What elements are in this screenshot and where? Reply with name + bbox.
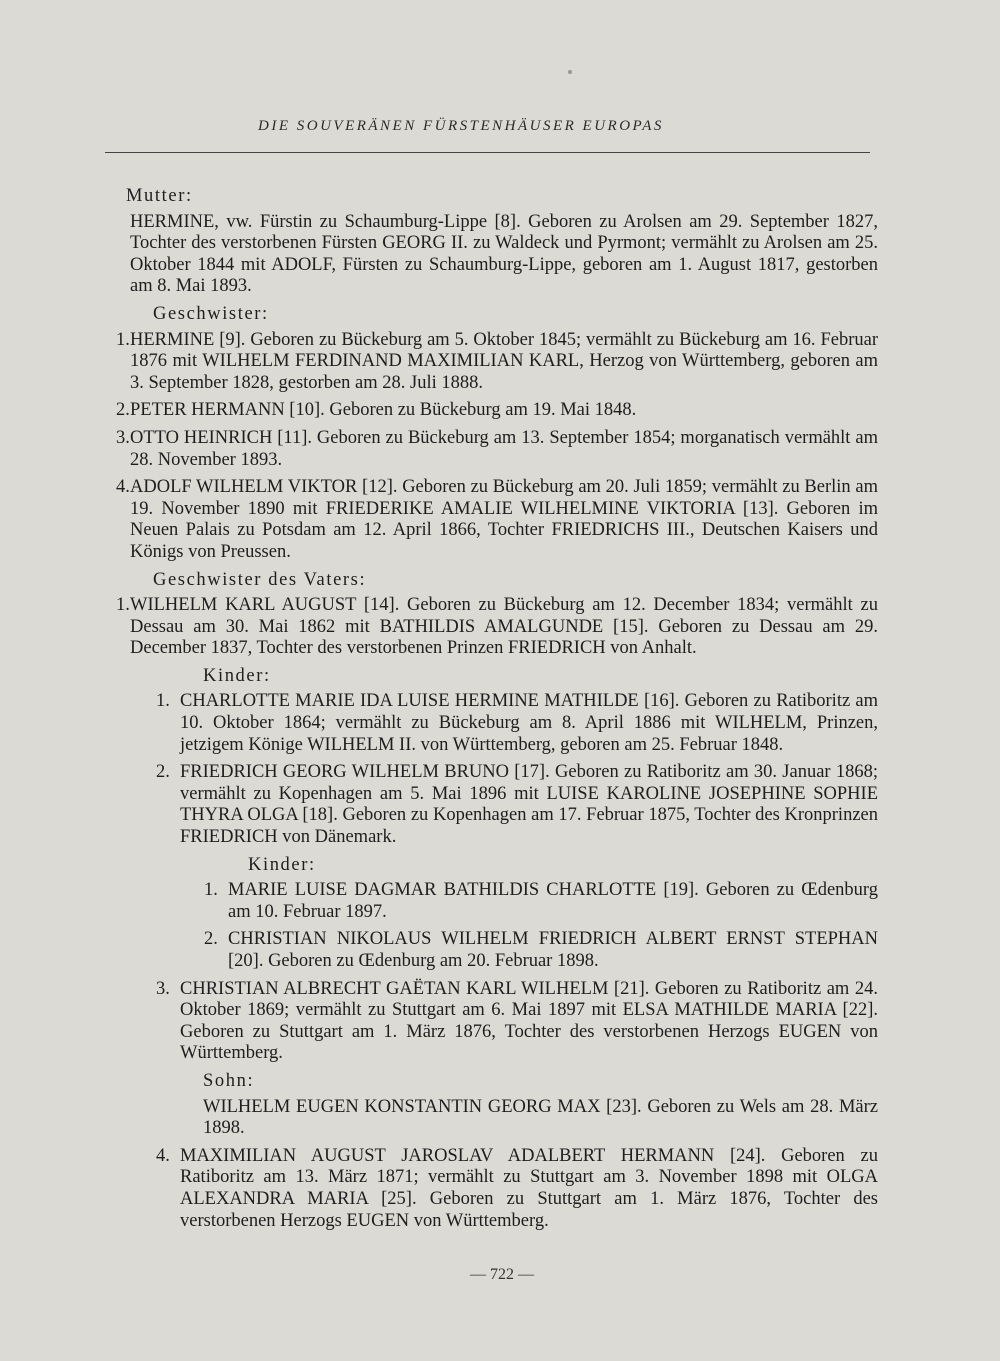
entry-enkel-2 [204,929,878,972]
entry-vater-geschwister-1 [116,595,878,660]
page-number: — 722 — [470,1266,534,1283]
entry-text: PETER HERMANN [10]. Geboren zu Bückeburg am 19. Mai 1848. [130,400,637,421]
section-heading-kinder: Kinder: [203,665,271,686]
entry-text: CHRISTIAN ALBRECHT GAËTAN KARL WILHELM [21]. Geboren zu Ratiboritz am 24. Oktober 1869; vermählt zu Stuttgart am 6. Mai 1897 mit ELSA MATHILDE MARIA [22]. Geboren zu Stuttgart am 1. März 1876, Tochter des verstorbenen Herzogs EUGEN von Württemberg. [180,978,878,1064]
entry-geschwister-2 [116,400,878,422]
entry-number: 1. [156,691,170,712]
entry-number: 1. [116,329,130,350]
entry-geschwister-1 [116,329,878,395]
entry-number: 4. [116,477,130,498]
entry-text: OTTO HEINRICH [11]. Geboren zu Bückeburg am 13. September 1854; morganatisch vermählt am 28. November 1893. [130,427,878,470]
entry-number: 2. [204,929,218,950]
entry-mutter [130,212,878,298]
paper-speck [568,70,572,74]
entry-text: FRIEDRICH GEORG WILHELM BRUNO [17]. Geboren zu Ratiboritz am 30. Januar 1868; vermählt zu Kopenhagen am 5. Mai 1896 mit LUISE KAROLINE JOSEPHINE SOPHIE THYRA OLGA [18]. Geboren zu Kopenhagen am 17. Februar 1875, Tochter des Kronprinzen FRIEDRICH von Dänemark. [180,762,878,848]
entry-number: 2. [156,762,170,783]
entry-geschwister-4 [116,477,878,563]
entry-text: WILHELM KARL AUGUST [14]. Geboren zu Bückeburg am 12. December 1834; vermählt zu Dessau am 30. Mai 1862 mit BATHILDIS AMALGUNDE [15]. Geboren zu Dessau am 29. December 1837, Tochter des verstorbenen Prinzen FRIEDRICH von Anhalt. [130,595,878,659]
genealogy-body [118,180,878,1238]
entry-text: MAXIMILIAN AUGUST JAROSLAV ADALBERT HERMANN [24]. Geboren zu Ratiboritz am 13. März 1871; vermählt zu Stuttgart am 3. November 1898 mit OLGA ALEXANDRA MARIA [25]. Geboren zu Stuttgart am 1. März 1876, Tochter des verstorbenen Herzogs EUGEN von Württemberg. [180,1145,878,1231]
section-heading-geschwister: Geschwister: [153,303,269,324]
entry-enkel-1 [204,880,878,923]
header-rule [105,152,870,153]
entry-geschwister-3 [116,427,878,471]
entry-kind-2 [156,762,878,848]
entry-number: 2. [116,400,130,421]
running-head: DIE SOUVERÄNEN FÜRSTENHÄUSER EUROPAS [258,118,664,134]
entry-text: ADOLF WILHELM VIKTOR [12]. Geboren zu Bückeburg am 20. Juli 1859; vermählt zu Berlin am 19. November 1890 mit FRIEDERIKE AMALIE WILHELMINE VIKTORIA [13]. Geboren im Neuen Palais zu Potsdam am 12. April 1866, Tochter FRIEDRICHS III., Deutschen Kaisers und Königs von Preussen. [130,477,878,562]
entry-number: 1. [204,880,218,901]
entry-text: CHARLOTTE MARIE IDA LUISE HERMINE MATHILDE [16]. Geboren zu Ratiboritz am 10. Oktober 1864; vermählt zu Bückeburg am 8. April 1886 mit WILHELM, Prinzen, jetzigem Könige WILHELM II. von Württemberg, geboren am 25. Februar 1848. [180,691,878,755]
entry-number: 4. [156,1145,170,1166]
entry-kind-4 [156,1145,878,1232]
entry-text: WILHELM EUGEN KONSTANTIN GEORG MAX [23]. Geboren zu Wels am 28. März 1898. [203,1096,878,1139]
entry-text: HERMINE [9]. Geboren zu Bückeburg am 5. Oktober 1845; vermählt zu Bückeburg am 16. Februar 1876 mit WILHELM FERDINAND MAXIMILIAN KARL, Herzog von Württemberg, geboren am 3. September 1828, gestorben am 28. Juli 1888. [130,329,878,393]
entry-text: MARIE LUISE DAGMAR BATHILDIS CHARLOTTE [19]. Geboren zu Œdenburg am 10. Februar 1897. [228,880,878,922]
entry-text: CHRISTIAN NIKOLAUS WILHELM FRIEDRICH ALBERT ERNST STEPHAN [20]. Geboren zu Œdenburg am 20. Februar 1898. [228,929,878,971]
entry-number: 1. [116,595,130,616]
section-heading-mutter: Mutter: [126,186,193,206]
entry-kind-1 [156,691,878,756]
section-heading-enkel: Kinder: [248,854,316,875]
section-heading-geschwister-des-vaters: Geschwister des Vaters: [153,569,367,590]
section-heading-sohn: Sohn: [203,1070,255,1091]
entry-number: 3. [156,978,170,999]
entry-number: 3. [116,427,130,448]
entry-text: HERMINE, vw. Fürstin zu Schaumburg-Lippe [8]. Geboren zu Arolsen am 29. September 1827, Tochter des verstorbenen Fürsten GEORG II. zu Waldeck und Pyrmont; vermählt zu Arolsen am 25. Oktober 1844 mit ADOLF, Fürsten zu Schaumburg-Lippe, geboren am 1. August 1817, gestorben am 8. Mai 1893. [130,211,878,297]
entry-sohn [203,1097,878,1140]
entry-kind-3 [156,978,878,1065]
